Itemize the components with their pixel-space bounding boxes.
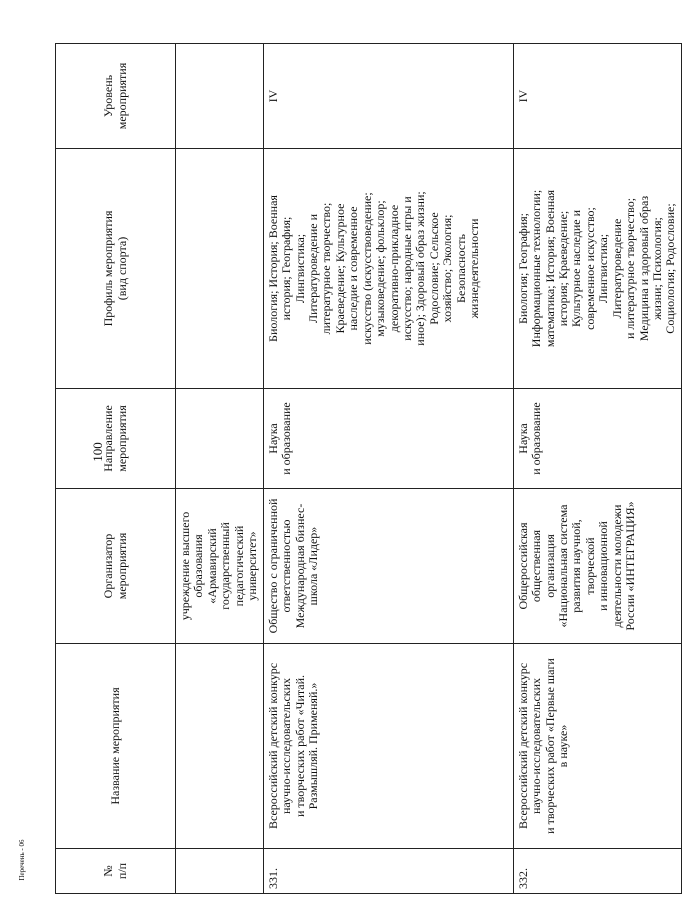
page-number: 100 bbox=[90, 442, 105, 462]
cell-num: 332. bbox=[513, 849, 681, 894]
cell-organizer: Общество с ограниченной ответственностью Международная бизнес- школа «Лидер» bbox=[263, 489, 513, 644]
header-organizer: Организатор мероприятия bbox=[56, 489, 176, 644]
header-profile: Профиль мероприятия (вид спорта) bbox=[56, 149, 176, 389]
table-row-continuation bbox=[176, 44, 264, 894]
cell-direction: Наука и образование bbox=[513, 389, 681, 489]
cell-organizer-continuation: учреждение высшего образования «Армавирский государственный педагогический университет» bbox=[176, 489, 264, 644]
table-row bbox=[263, 44, 513, 894]
cell-direction: Наука и образование bbox=[263, 389, 513, 489]
cell-profile: Биология; География; Информационные технологии; математика; История; Военная история; Краеведение; Культурное наследие и современное искусство; Лингвистика; Литературоведение и литературное творчество; Медицина и здоровый образ жизни; Психология; Социология; Родословие; bbox=[513, 149, 681, 389]
header-num: № п/п bbox=[56, 849, 176, 894]
cell-empty bbox=[176, 389, 264, 489]
table-row bbox=[513, 44, 681, 894]
cell-level: IV bbox=[263, 44, 513, 149]
header-level: Уровень мероприятия bbox=[56, 44, 176, 149]
cell-empty bbox=[176, 44, 264, 149]
cell-name: Всероссийский детский конкурс научно-исследовательских и творческих работ «Первые шаги в науке» bbox=[513, 644, 681, 849]
cell-num: 331. bbox=[263, 849, 513, 894]
footer-note: Перечень - 06 bbox=[18, 839, 26, 881]
events-table-rotated bbox=[55, 44, 678, 894]
cell-organizer: Общероссийская общественная организация «Национальная система развития научной, творческой и инновационной деятельности молодежи России «ИНТЕГРАЦИЯ» bbox=[513, 489, 681, 644]
header-name: Название мероприятия bbox=[56, 644, 176, 849]
header-direction: Направление мероприятия bbox=[56, 389, 176, 489]
events-table bbox=[55, 43, 682, 894]
cell-level: IV bbox=[513, 44, 681, 149]
cell-empty bbox=[176, 149, 264, 389]
cell-name: Всероссийский детский конкурс научно-исследовательских и творческих работ «Читай. Размышляй. Применяй.» bbox=[263, 644, 513, 849]
cell-empty bbox=[176, 849, 264, 894]
cell-profile: Биология; История; Военная история; География; Лингвистика; Литературоведение и литературное творчество; Краеведение; Культурное наследие и современное искусство (искусствоведение; музыковедение; фольклор; декоративно-прикладное искусство; народные игры и иное); Здоровый образ жизни; Родословие; Сельское хозяйство; Экология; Безопасность жизнедеятельности bbox=[263, 149, 513, 389]
cell-empty bbox=[176, 644, 264, 849]
table-header-row bbox=[56, 44, 176, 894]
